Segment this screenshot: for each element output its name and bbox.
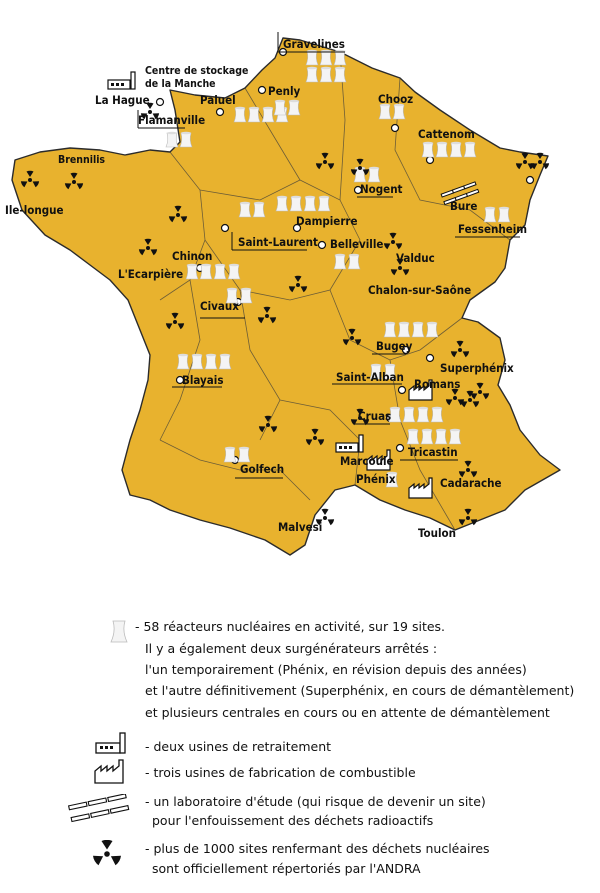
label-fessenheim: Fessenheim xyxy=(458,222,528,236)
label-centre-manche-2: de la Manche xyxy=(145,78,216,90)
factory-icon xyxy=(92,758,128,784)
label-belleville: Belleville xyxy=(330,237,384,251)
label-lecarpiere: L'Ecarpière xyxy=(118,267,184,281)
label-romans: Romans xyxy=(414,377,461,391)
underground-lab-icon xyxy=(66,794,138,824)
label-golfech: Golfech xyxy=(240,462,285,476)
legend-lab-line-1: - un laboratoire d'étude (qui risque de devenir un site) xyxy=(145,794,486,809)
label-chooz: Chooz xyxy=(378,92,414,106)
label-penly: Penly xyxy=(268,84,301,98)
legend-reactors-line-3: l'un temporairement (Phénix, en révision depuis des années) xyxy=(145,662,527,677)
label-paluel: Paluel xyxy=(200,93,236,107)
label-nogent: Nogent xyxy=(360,182,403,196)
label-bure: Bure xyxy=(450,199,478,213)
label-cattenom: Cattenom xyxy=(418,127,475,141)
legend-reactors-line-4: et l'autre définitivement (Superphénix, en cours de démantèlement) xyxy=(145,683,575,698)
legend-reactors-line-1: - 58 réacteurs nucléaires en activité, sur 19 sites. xyxy=(135,619,446,634)
label-superphenix: Superphénix xyxy=(440,361,514,375)
legend-waste-line-2: sont officiellement répertoriés par l'ANDRA xyxy=(152,861,421,876)
label-tricastin: Tricastin xyxy=(408,445,458,459)
legend-lab-line-2: pour l'enfouissement des déchets radioactifs xyxy=(152,813,434,828)
legend-reprocessing: - deux usines de retraitement xyxy=(145,739,332,754)
label-malvesi: Malvesi xyxy=(278,520,323,534)
label-saint-alban: Saint-Alban xyxy=(336,370,404,384)
label-chinon: Chinon xyxy=(172,249,213,263)
label-civaux: Civaux xyxy=(200,299,239,313)
label-ile-longue: Ile-longue xyxy=(5,203,64,217)
label-blayais: Blayais xyxy=(182,373,224,387)
label-bugey: Bugey xyxy=(376,339,413,353)
legend xyxy=(0,600,600,893)
legend-fuel: - trois usines de fabrication de combustible xyxy=(145,765,416,780)
cooling-tower-icon xyxy=(110,618,128,644)
legend-reactors-line-5: et plusieurs centrales en cours ou en attente de démantèlement xyxy=(145,705,550,720)
label-chalon: Chalon-sur-Saône xyxy=(368,283,472,297)
label-phenix: Phénix xyxy=(356,472,396,486)
label-cruas: Cruas xyxy=(358,409,392,423)
label-dampierre: Dampierre xyxy=(296,214,358,228)
label-gravelines: Gravelines xyxy=(283,37,345,51)
label-flamanville: Flamanville xyxy=(138,113,206,127)
label-saint-laurent: Saint-Laurent xyxy=(238,235,318,249)
reprocessing-plant-icon xyxy=(94,730,128,756)
label-cadarache: Cadarache xyxy=(440,476,502,490)
label-brennilis: Brennilis xyxy=(58,154,106,166)
radiation-symbol-icon xyxy=(93,840,121,868)
label-valduc: Valduc xyxy=(396,251,435,265)
legend-reactors-line-2: Il y a également deux surgénérateurs arrêtés : xyxy=(145,641,438,656)
label-toulon: Toulon xyxy=(418,526,457,540)
label-centre-manche-1: Centre de stockage xyxy=(145,65,249,77)
label-la-hague: La Hague xyxy=(95,93,150,107)
label-marcoule: Marcoule xyxy=(340,454,394,468)
legend-waste-line-1: - plus de 1000 sites renfermant des déchets nucléaires xyxy=(145,841,490,856)
